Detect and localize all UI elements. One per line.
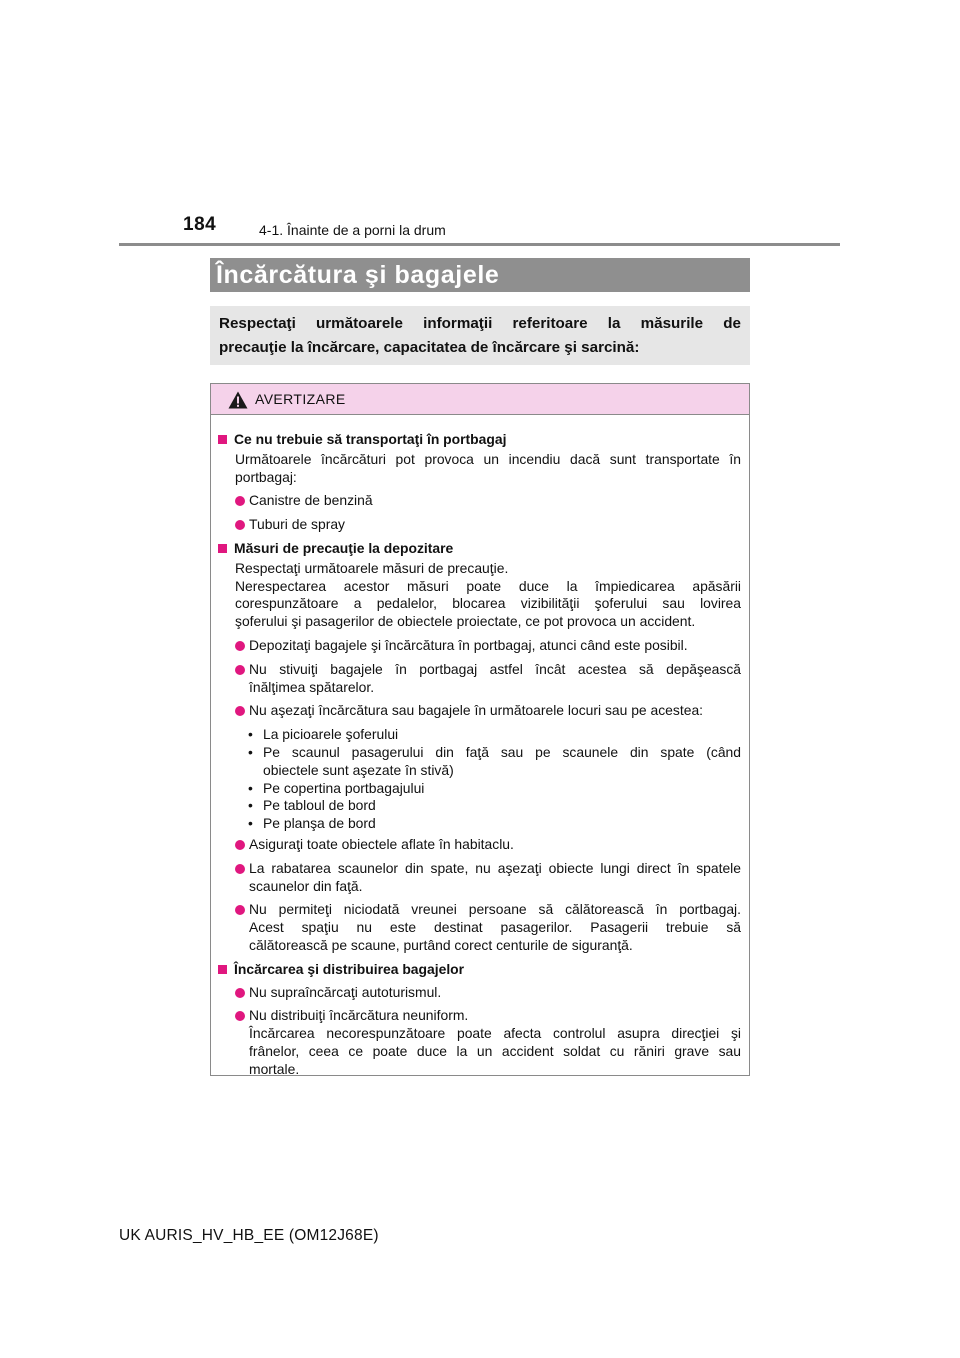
dash-item-text: Pe copertina portbagajului <box>263 779 425 796</box>
square-bullet-icon <box>218 544 227 553</box>
circle-bullet-icon <box>235 864 245 874</box>
warning-header <box>211 384 749 415</box>
intro-line-1: Respectaţi următoarele informaţii referitoare la măsurile de <box>219 315 741 332</box>
list-item <box>218 661 741 697</box>
dash-item-text: Pe planşa de bord <box>263 815 376 832</box>
dash-item-text: Pe tabloul de bord <box>263 797 376 814</box>
list-item-text: călătorească pe scaune, purtând corect centurile de siguranţă. <box>249 936 633 953</box>
text-line: şoferului şi pasagerilor de obiectele proiectate, ce pot provoca un accident. <box>235 613 696 630</box>
list-item-text: La rabatarea scaunelor din spate, nu aşezaţi obiecte lungi direct în spatele <box>249 859 741 876</box>
list-item-text: scaunelor din faţă. <box>249 877 363 894</box>
dot-marker-icon: • <box>248 743 253 760</box>
circle-bullet-icon <box>235 520 245 530</box>
list-item-text: Acest spaţiu nu este destinat pasagerilor. Pasagerii trebuie să <box>249 919 741 936</box>
header-divider <box>119 243 840 246</box>
dash-item <box>218 815 741 833</box>
warning-triangle-icon <box>228 391 248 409</box>
list-item <box>218 492 741 510</box>
dash-item-text: La picioarele şoferului <box>263 726 399 743</box>
warning-label: AVERTIZARE <box>255 391 346 407</box>
list-item-text: înălţimea spătarelor. <box>249 678 375 695</box>
list-item <box>218 860 741 896</box>
subheading-text: Măsuri de precauţie la depozitare <box>234 539 454 556</box>
list-item-text: Nu permiteţi niciodată vreunei persoane să călătorească în portbagaj. <box>249 901 741 918</box>
list-item-text: Nu stivuiţi bagajele în portbagaj astfel încât acestea să depăşească <box>249 660 741 677</box>
text-line: corespunzătoare a pedalelor, blocarea vizibilităţii şoferului sau lovirea <box>235 595 741 612</box>
square-bullet-icon <box>218 435 227 444</box>
dot-marker-icon: • <box>248 797 253 814</box>
text-line: Nerespectarea acestor măsuri poate duce la împiedicarea apăsării <box>235 577 741 594</box>
circle-bullet-icon <box>235 706 245 716</box>
list-item <box>218 516 741 534</box>
list-item-text: Tuburi de spray <box>249 516 345 533</box>
circle-bullet-icon <box>235 988 245 998</box>
subheading-text: Ce nu trebuie să transportaţi în portbagaj <box>234 431 507 447</box>
list-item <box>218 702 741 720</box>
circle-bullet-icon <box>235 840 245 850</box>
subheading-storage <box>218 540 741 558</box>
text-line: portbagaj: <box>235 468 297 485</box>
square-bullet-icon <box>218 965 227 974</box>
circle-bullet-icon <box>235 1011 245 1021</box>
list-item <box>218 1007 741 1078</box>
list-item-text: Asiguraţi toate obiectele aflate în habitaclu. <box>249 835 514 852</box>
paragraph <box>218 451 741 487</box>
list-item-text: Nu aşezaţi încărcătura sau bagajele în următoarele locuri sau pe acestea: <box>249 702 704 719</box>
page-number: 184 <box>183 214 217 235</box>
section-reference: 4-1. Înainte de a porni la drum <box>259 222 446 238</box>
circle-bullet-icon <box>235 641 245 651</box>
intro-box <box>210 306 750 365</box>
dot-marker-icon: • <box>248 779 253 796</box>
list-item <box>218 901 741 954</box>
circle-bullet-icon <box>235 905 245 915</box>
dash-item <box>218 797 741 815</box>
text-line: Respectaţi următoarele măsuri de precauţie. <box>235 559 509 576</box>
text-line: Următoarele încărcături pot provoca un incendiu dacă sunt transportate în <box>235 450 741 467</box>
circle-bullet-icon <box>235 665 245 675</box>
warning-body <box>211 415 749 1079</box>
paragraph <box>218 560 741 631</box>
document-footer: UK AURIS_HV_HB_EE (OM12J68E) <box>119 1227 379 1244</box>
list-item <box>218 637 741 655</box>
list-item-text: mortale. <box>249 1060 300 1077</box>
intro-line-2: precauţie la încărcare, capacitatea de încărcare şi sarcină: <box>219 339 640 356</box>
list-item <box>218 836 741 854</box>
list-item-text: Depozitaţi bagajele şi încărcătura în portbagaj, atunci când este posibil. <box>249 636 688 653</box>
dash-item-text: obiectele sunt aşezate în stivă) <box>263 761 454 778</box>
list-item-text: Nu distribuiţi încărcătura neuniform. <box>249 1007 469 1024</box>
dot-marker-icon: • <box>248 726 253 743</box>
warning-box <box>210 383 750 1076</box>
dash-item <box>218 744 741 780</box>
list-item-text: Canistre de benzină <box>249 492 373 509</box>
subheading-transport <box>218 431 741 449</box>
list-item-text: frânelor, ceea ce poate duce la un accident soldat cu răniri grave sau <box>249 1042 741 1059</box>
circle-bullet-icon <box>235 496 245 506</box>
dash-item <box>218 726 741 744</box>
dot-marker-icon: • <box>248 815 253 832</box>
list-item-text: Încărcarea necorespunzătoare poate afecta controlul asupra direcţiei şi <box>249 1025 741 1042</box>
page-title: Încărcătura şi bagajele <box>210 258 750 292</box>
dash-item-text: Pe scaunul pasagerului din faţă sau pe scaunele din spate (când <box>263 743 741 760</box>
subheading-text: Încărcarea şi distribuirea bagajelor <box>234 960 465 977</box>
list-item <box>218 984 741 1002</box>
subheading-loading <box>218 961 741 979</box>
dash-item <box>218 780 741 798</box>
list-item-text: Nu supraîncărcaţi autoturismul. <box>249 983 442 1000</box>
